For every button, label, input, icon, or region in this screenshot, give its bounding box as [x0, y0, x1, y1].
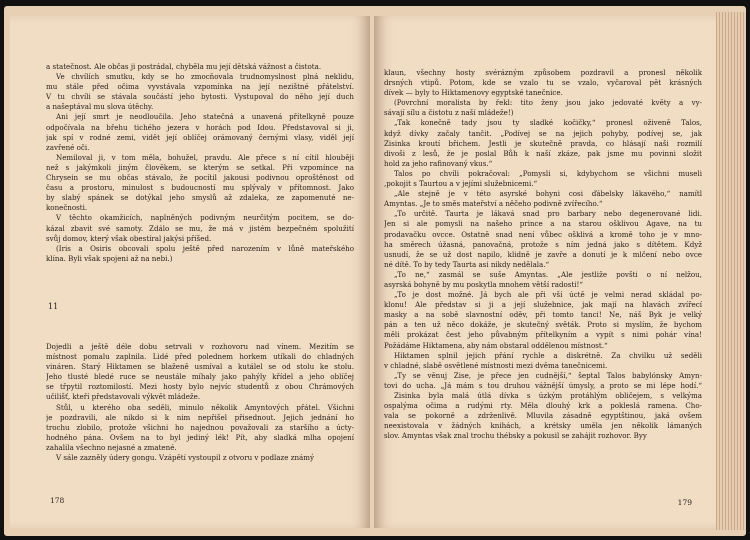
text-line: když dívky začaly tančit. „Podívej se na jejich pohyby, podívej se, jak: [384, 128, 702, 138]
text-line: učilišť, kteří představovali výkvět mládeže.: [46, 392, 201, 402]
text-line: prodavačku ovcce. Ostatně snad není vůbec ošklivá a kromě toho je v mno-: [384, 229, 702, 239]
text-line: v chladné, slabě osvětlené místnosti mezi dvěma tanečnicemi.: [384, 360, 608, 370]
text-line: Hiktamen splnil jejich přání rychle a diskrétně. Za chvilku už seděli: [394, 350, 702, 360]
text-line: vináren. Starý Hiktamen se blaženě usmíval a kutálel se od stolu ke stolu.: [46, 362, 354, 372]
text-line: ospalýma očima a rudými rty. Měla dlouhý krk a pokleslá ramena. Cho-: [384, 401, 702, 411]
text-line: né dítě. To by tedy Taurta asi nikdy nedělala.“: [384, 259, 550, 269]
text-line: drsných vtipů. Potom, kde se vzalo tu se vzalo, vyčaroval pět krásných: [384, 78, 702, 88]
text-line: Nemiloval ji, v tom měla, bohužel, pravdu. Ale přece s ní cítil hlouběji: [56, 152, 354, 162]
text-line: hodného pána. Ovšem na to byl jediný lék! Pít, aby sladká mlha opojení: [46, 432, 354, 442]
text-line: tovi do ucha. „Já mám s tou druhou vážnější úmysly, a proto se mi lépe hodí.“: [384, 380, 702, 390]
text-line: Požádáme Hiktamena, aby nám obstaral oddělenou místnost.“: [384, 340, 608, 350]
text-line: klaun, všechny hosty svérázným způsobem pozdravil a pronesl několik: [384, 68, 702, 77]
text-line: Talos po chvíli pokračoval: „Pomysli si, kdybychom se všichni museli: [394, 168, 702, 178]
page-edges: [716, 12, 746, 530]
text-line: „Ty se věnuj Zise, je přece jen cudnější,“ šeptal Talos babylónsky Amyn-: [394, 370, 702, 380]
text-line: je pozdravili, ale nikdo si k nim nepřišel přisednout. Jejich jednání ho: [46, 412, 354, 422]
text-line: dívek — byly to Hiktamenovy egyptské tanečnice.: [384, 88, 563, 98]
text-line: Stůl, u kterého oba seděli, minulo několik Amyntových přátel. Všichni: [56, 402, 354, 412]
text-line: ‚pokojit s Taurtou a v jejími služebnicemi.“: [384, 179, 538, 189]
text-line: klonu! Ale představ si ji a její služebnice, jak mají na hlavách zvířecí: [384, 300, 702, 310]
text-line: hold za jeho rafinovaný vkus.“: [384, 158, 493, 168]
text-line: Zisinka byla malá útlá dívka s úzkým protáhlým obličejem, s velkýma: [394, 391, 702, 400]
text-line: (Povrchní moralista by řekl: tito ženy jsou jako jedovaté květy a vy-: [394, 98, 702, 108]
text-line: Ve chvílích smutku, kdy se ho zmocňovala trudnomyslnost plná neklidu,: [56, 72, 354, 82]
text-line: Amyntas. „Je to směs mateřství a něčeho podivně zvířecího.“: [384, 199, 603, 209]
text-line: „Ale stejně je v této asyrské bohyni cosi ďábelsky lákavého,“ namítl: [394, 189, 702, 199]
text-line: „To určitě. Taurta je lákavá snad pro barbary nebo degenerované lidi.: [394, 209, 702, 219]
text-line: Jen si ale pomysli na našeho prince a na starou ošklivou Agave, na tu: [384, 219, 702, 229]
page-number-right: 179: [677, 498, 692, 507]
text-line: „Tak konečně tady jsou ty sladké kočičky,“ pronesl oživeně Talos,: [394, 118, 702, 128]
text-line: „To je dost možné. Já bych ale při vší úctě je velmi nerad skládal po-: [394, 290, 702, 300]
text-line: vala se pokorně a zdrženlivě. Mluvila zásadně egyptštinou, jaká ovšem: [384, 411, 702, 421]
text-line: zavřené oči.: [46, 142, 90, 152]
text-line: kázal zbavit své samoty. Zdálo se mu, že má v jistém bezpečném spolužití: [46, 223, 354, 233]
text-line: by slabý spánek se dotýkal jeho smyslů až zdaleka, ze zapomenuté ne-: [46, 193, 354, 203]
text-line: neexistovala v žádných knihách, a krétsky uměla jen několik lámaných: [384, 421, 702, 431]
text-line: svůj domov, který však obestíral jakýsi příšed.: [46, 233, 212, 243]
text-line: se třpytil roztomilostí. Mezi hosty bylo nejvíc studentů z obou Chrámových: [46, 382, 354, 392]
text-line: sávají sílu a čistotu z naší mládeže!): [384, 108, 514, 118]
text-line: než s jakýmkoli jiným člověkem, se kterým se setkal. Při vzpomínce na: [46, 162, 354, 172]
text-line: Ani její smrt je neodloučila. Jeho statečná a unavená přítelkyně pouze: [56, 112, 354, 122]
text-line: trochu zlobilo, protože všichni ho najednou považovali za staršího a úcty-: [46, 422, 354, 432]
open-book: [4, 6, 746, 536]
text-line: místnost pomalu zaplnila. Lidé před polednem horkem utíkali do chladných: [46, 352, 354, 362]
text-line: pán a ten už něco dokáže, je skutečný světák. Proto si myslím, že bychom: [384, 320, 702, 330]
text-line: a našeptával mu slova útěchy.: [46, 102, 154, 112]
text-line: mu stále před očima vyvstávala vzpomínka na její nezištné přátelství.: [46, 82, 354, 92]
text-line: jak spí v rodné zemi, vidět její oblíčej orámovaný černými vlasy, viděl její: [46, 132, 354, 142]
text-line: a statečnost. Ale občas ji postrádal, chyběla mu její dětská vážnost a čistota.: [46, 62, 322, 71]
text-line: odpočívala na břehu tichého jezera v horách pod Idou. Představoval si ji,: [46, 122, 354, 132]
text-line: konečnosti.: [46, 203, 88, 213]
section-number: 11: [48, 301, 59, 311]
left-page: [10, 16, 370, 528]
text-line: Dojedli a ještě déle dobu setrvali v rozhovoru nad vínem. Mezitím se: [46, 341, 354, 351]
text-line: „To ne,“ zasmál se suše Amyntas. „Ale jestliže povšti o ní nelžou,: [394, 269, 702, 279]
text-line: Zisinka kroutí břichem. Jestli je skutečně pravda, co hlásají naši rozmilí: [384, 138, 702, 148]
right-page: [374, 16, 718, 528]
text-line: usnudí, že se už dost napilo, klidně je zavře a donutí je k mlčení nebo ovce: [384, 249, 702, 259]
text-line: slov. Amyntas však znal trochu thébsky a pokusil se zahájit rozhovor. Byy: [384, 431, 647, 441]
text-line: klína. Byli však spojeni až na nebi.): [46, 253, 173, 263]
left-page-text: [46, 62, 354, 463]
text-line: zahalila všechno nejasné a zmatené.: [46, 442, 177, 452]
text-line: Jeho tlusté bledé ruce se neustále míhaly jako pahýly křídel a jeho oblíčej: [46, 372, 354, 382]
text-line: měli prokázat čest jeho půvabným přítelkyním a vypít s nimi pohár vína!: [384, 330, 702, 340]
page-number-left: 178: [50, 496, 65, 505]
text-line: času a prostoru, minulost s budoucností mu splývaly v přítomnost. Jako: [46, 183, 354, 193]
text-line: divoši z lesů, že je poslal Bůh k naší zkáze, pak jsme mu povinni složit: [384, 148, 702, 158]
text-line: V sále zazněly údery gongu. Vzápětí vystoupil z otvoru v podlaze známý: [56, 453, 314, 462]
text-line: V těchto okamžicích, naplněných podivným neurčitým pocitem, se do-: [56, 213, 354, 223]
text-line: V tu chvíli se stávala součástí jeho bytosti. Vystupoval do něho její duch: [46, 92, 354, 102]
right-page-text: [384, 68, 702, 441]
text-line: ha směrech úžasná, panovačná, protože s ním jedná jako s dítětem. Když: [384, 239, 702, 249]
text-line: Chrysein se mu občas stávalo, že pocítil jakousi podivnou oproštěnost od: [46, 173, 354, 183]
text-line: asyrská bohyně by mu poskytla mnohem větší radosti!“: [384, 279, 584, 289]
text-line: (Iris a Osiris obcovali spolu ještě před narozením v lůně mateřského: [56, 243, 354, 253]
text-line: masky a na sobě slavnostní oděv, při tomto tanci! Ne, náš Byk je velký: [384, 310, 702, 320]
